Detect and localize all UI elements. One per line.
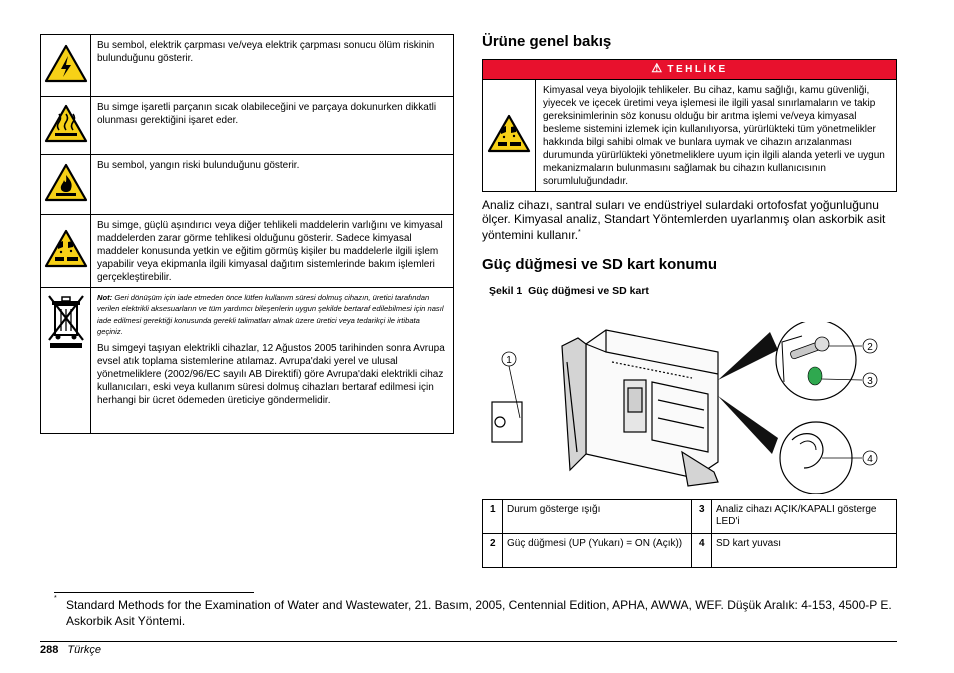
callout-label: 1	[506, 355, 512, 366]
hot-surface-warning-icon	[44, 104, 88, 144]
symbol-cell	[41, 288, 91, 434]
power-switch-detail	[776, 322, 856, 400]
overview-text: Analiz cihazı, santral suları ve endüstriyel sulardaki ortofosfat yoğunluğunu ölçer. Kimyasal analiz, Standart Yöntemlerden uyarlanmış olan askorbik asit yöntemini kullanır.	[482, 198, 886, 242]
key-label: Güç düğmesi (UP (Yukarı) = ON (Açık))	[503, 534, 692, 568]
symbol-cell	[41, 215, 91, 288]
key-number: 1	[483, 500, 503, 534]
key-number: 4	[692, 534, 712, 568]
note-text: Geri dönüşüm için iade etmeden önce lütfen kullanım süresi dolmuş cihazın, üretici tarafından verilen elektrikli aksesuarların ve tüm yardımcı bileşenlerin uygun şekilde bertaraf edilebilmesi için nasıl iade edilmesi gerektiği konusunda gerekli talimatları almak üzere üretici veya tedarikçi ile irtibata geçiniz.	[97, 293, 444, 337]
power-sd-figure	[482, 322, 897, 494]
callout-label: 3	[867, 376, 873, 387]
figure-caption: Şekil 1 Güç düğmesi ve SD kart	[489, 285, 649, 297]
overview-paragraph	[482, 198, 900, 242]
danger-notice	[482, 59, 897, 192]
callout-label: 4	[867, 454, 873, 465]
safety-symbols-table	[40, 34, 454, 434]
recycling-note	[97, 292, 447, 338]
footer-language: Türkçe	[67, 644, 102, 656]
key-label: Analiz cihazı AÇIK/KAPALI gösterge LED'i	[712, 500, 897, 534]
section-title-overview: Ürüne genel bakış	[482, 33, 612, 50]
figure-key-table	[482, 499, 897, 568]
zoom-pointer	[718, 396, 778, 454]
key-label: SD kart yuvası	[712, 534, 897, 568]
symbol-description: Bu simge işaretli parçanın sıcak olabileceğini ve parçaya dokunurken dikkatli olunması gerektiğini işaret eder.	[91, 97, 454, 155]
led-indicator	[808, 367, 822, 385]
danger-label: TEHLİKE	[667, 64, 728, 75]
footnote-reference: *	[578, 229, 581, 236]
electric-shock-warning-icon	[44, 44, 88, 84]
symbol-cell	[41, 97, 91, 155]
footnote-rule	[54, 592, 254, 593]
warning-triangle-icon: ⚠	[651, 61, 663, 75]
footer-rule	[40, 641, 897, 642]
key-number: 2	[483, 534, 503, 568]
key-number: 3	[692, 500, 712, 534]
page-number: 288	[40, 644, 59, 656]
danger-header	[483, 60, 897, 80]
crossed-bin-weee-icon	[46, 292, 86, 350]
symbol-cell	[41, 155, 91, 215]
analyzer-illustration	[492, 330, 718, 486]
footnote-text: Standard Methods for the Examination of Water and Wastewater, 21. Basım, 2005, Centennial Edition, APHA, AWWA, WEF. Düşük Aralık: 4-153, 4500-P E. Askorbik Asit Yöntemi.	[66, 598, 892, 628]
symbol-description: Bu simge, güçlü aşındırıcı veya diğer tehlikeli maddelerin varlığını ve kimyasal maddelerden zarar görme tehlikesi olduğunu gösterir. Sadece kimyasal maddeler konusunda yetkin ve eğitim görmüş kişiler bu maddelerle ilgili işlem yapabilir veya ekipmanla ilgili kimyasal dağıtım sistemlerinde bakım işlemleri gerçekleştirebilir.	[91, 215, 454, 288]
callout-label: 2	[867, 342, 873, 353]
weee-description: Bu simgeyi taşıyan elektrikli cihazlar, 12 Ağustos 2005 tarihinden sonra Avrupa evsel atık toplama sistemlerine atılamaz. Avrupa'daki yerel ve ulusal yönetmeliklere (2002/96/EC sayılı AB Direktifi) göre Avrupa'daki elektrikli cihaz kullanıcıları, eski veya kullanım süresi dolmuş cihazları bertaraf edilmesi için herhangi bir ücret ödemeden üreticiye göndermelidir.	[97, 342, 445, 406]
symbol-cell	[41, 35, 91, 97]
key-label: Durum gösterge ışığı	[503, 500, 692, 534]
corrosive-warning-icon	[487, 114, 531, 154]
footnote-mark: *	[54, 595, 57, 602]
zoom-pointer	[718, 332, 778, 380]
page-footer	[40, 644, 101, 656]
fire-hazard-warning-icon	[44, 163, 88, 203]
callout-1	[502, 352, 520, 418]
symbol-description: Bu sembol, yangın riski bulunduğunu gösterir.	[91, 155, 454, 215]
danger-text: Kimyasal veya biyolojik tehlikeler. Bu cihaz, kamu sağlığı, kamu güvenliği, yiyecek ve içecek üretimi veya işlemesi ile ilgili yasal sınırlamaların ve takip gereksinimlerinin söz konusu olduğu bir arıtma işlemi ve/veya kimyasal besleme sistemini izlemek için kullanılıyorsa, yürürlükteki tüm yönetmelikler hakkında bilgi sahibi olmak ve bunlara uymak ve cihazın arızalanması durumunda yürürlükteki yönetmeliklere uyum için ilgili alanda yeterli ve uygun mekanizmaların bulunmasını sağlamak bu cihazın kullanıcısının sorumluluğundadır.	[536, 80, 897, 192]
note-label: Not:	[97, 293, 113, 302]
symbol-description	[91, 288, 454, 434]
danger-icon-cell	[483, 80, 536, 192]
section-title-power: Güç düğmesi ve SD kart konumu	[482, 256, 718, 273]
symbol-description: Bu sembol, elektrik çarpması ve/veya elektrik çarpması sonucu ölüm riskinin bulunduğunu gösterir.	[91, 35, 454, 97]
corrosive-warning-icon	[44, 229, 88, 269]
